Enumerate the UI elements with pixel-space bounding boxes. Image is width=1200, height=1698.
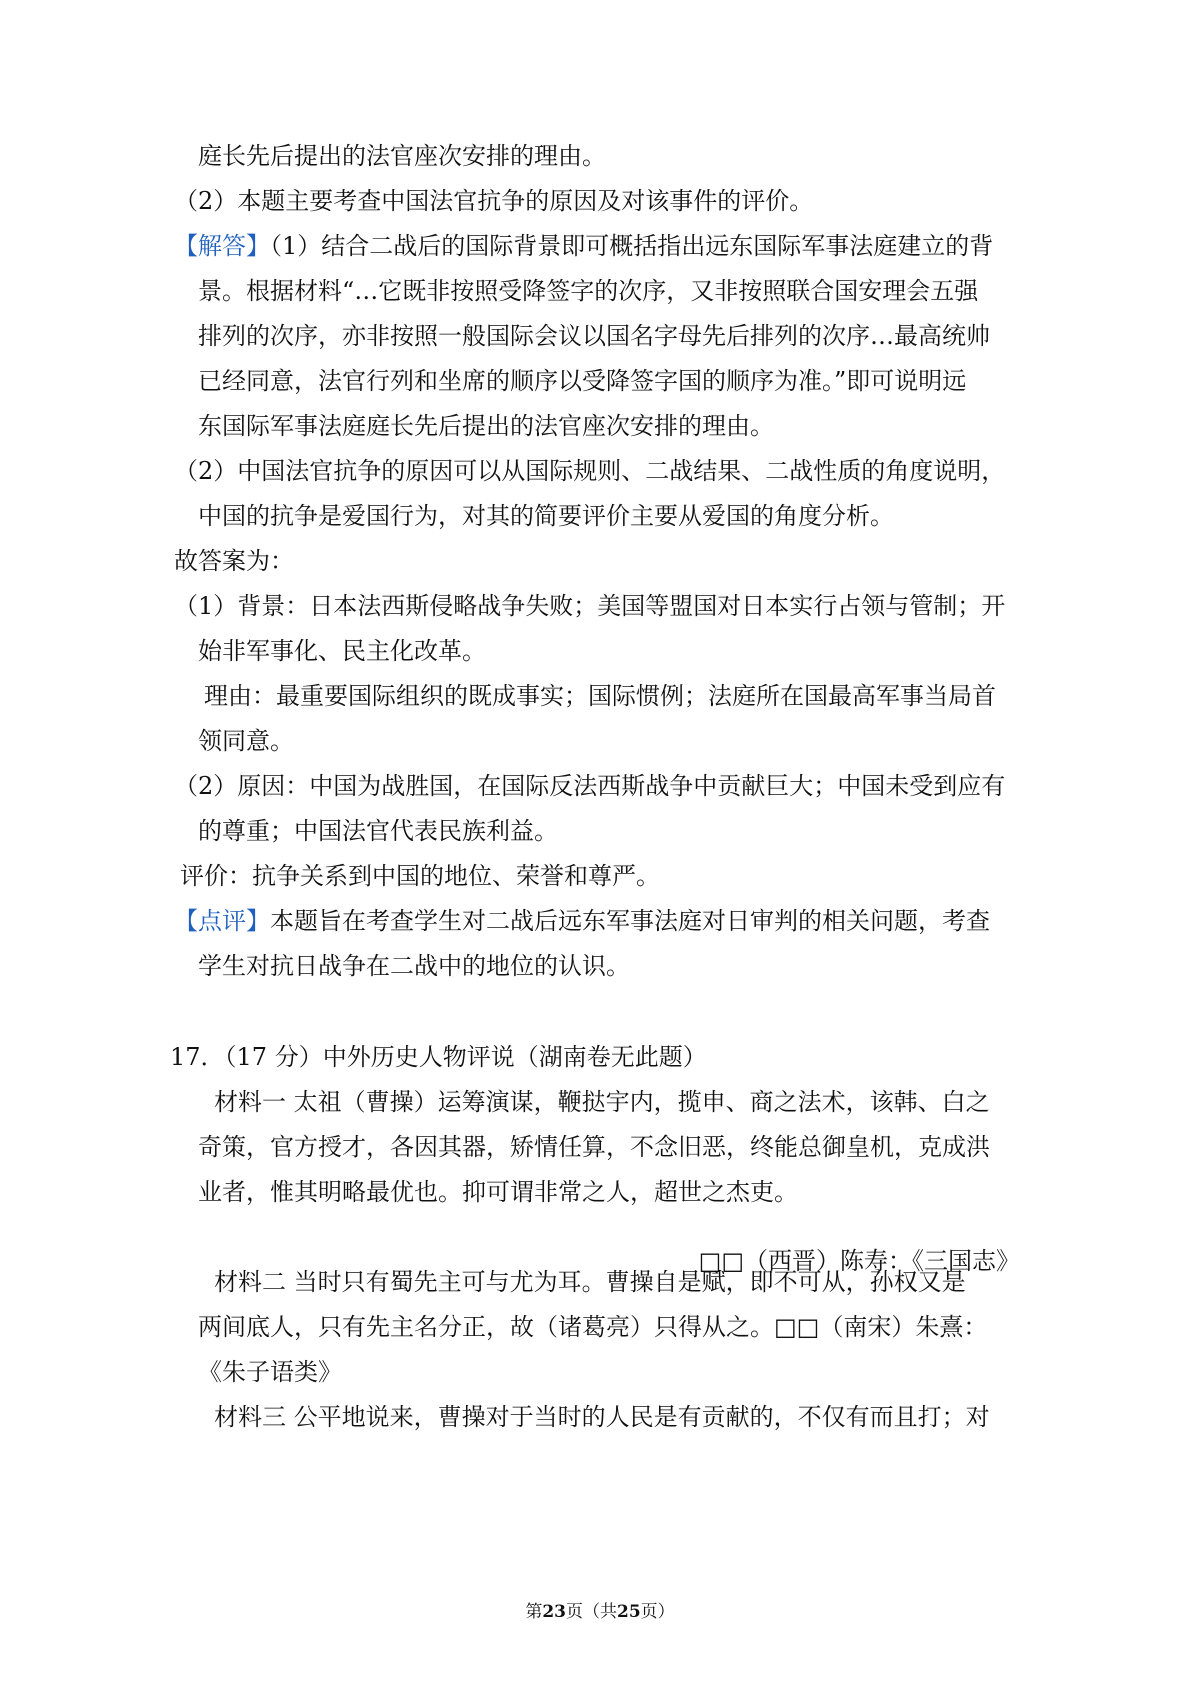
analysis-line: （2）本题主要考查中国法官抗争的原因及对该事件的评价。 (174, 187, 814, 215)
material-line: 奇策，官方授才，各因其器，矫情任算，不念旧恶，终能总御皇机，克成洪 (198, 1133, 990, 1161)
answer-line: 已经同意，法官行列和坐席的顺序以受降签字国的顺序为准。”即可说明远 (198, 367, 967, 395)
material-line: 业者，惟其明略最优也。抑可谓非常之人，超世之杰吏。 (198, 1178, 798, 1206)
final-answer-evaluation: 评价：抗争关系到中国的地位、荣誉和尊严。 (180, 862, 660, 890)
material-line: 《朱子语类》 (198, 1358, 342, 1386)
answer-line: 中国的抗争是爱国行为，对其的简要评价主要从爱国的角度分析。 (198, 502, 894, 530)
footer-prefix: 第 (525, 1602, 543, 1622)
answer-line: （2）中国法官抗争的原因可以从国际规则、二战结果、二战性质的角度说明， (174, 457, 1006, 485)
answer-paragraph (174, 229, 993, 263)
final-answer-line: 领同意。 (198, 727, 294, 755)
material-line: 材料二 当时只有蜀先主可与尤为耳。曹操自是赋，即不可从，孙权又是 (214, 1268, 966, 1296)
footer-suffix: 页） (640, 1602, 675, 1622)
final-answer-line: （1）背景：日本法西斯侵略战争失败；美国等盟国对日本实行占领与管制；开 (174, 592, 1006, 620)
final-answer-line: 的尊重；中国法官代表民族利益。 (198, 817, 558, 845)
final-answer-line: 始非军事化、民主化改革。 (198, 637, 486, 665)
final-answer-line: 理由：最重要国际组织的既成事实；国际惯例；法庭所在国最高军事当局首 (204, 682, 996, 710)
footer-middle: 页（共 (566, 1602, 617, 1622)
answer-line: 景。根据材料“…它既非按照受降签字的次序，又非按照联合国安理会五强 (198, 277, 979, 305)
material-line: 材料三 公平地说来，曹操对于当时的人民是有贡献的，不仅有而且打；对 (214, 1403, 990, 1431)
answer-line: 东国际军事法庭庭长先后提出的法官座次安排的理由。 (198, 412, 774, 440)
answer-text: （1）结合二战后的国际背景即可概括指出远东国际军事法庭建立的背 (270, 232, 994, 260)
footer-page-number: 23 (542, 1602, 566, 1622)
final-answer-heading: 故答案为： (174, 547, 294, 575)
comment-text: 本题旨在考查学生对二战后远东军事法庭对日审判的相关问题，考查 (270, 907, 990, 935)
comment-line: 学生对抗日战争在二战中的地位的认识。 (198, 952, 630, 980)
footer-total-pages: 25 (617, 1602, 641, 1622)
analysis-line: 庭长先后提出的法官座次安排的理由。 (198, 142, 606, 170)
answer-tag: 【解答】 (174, 232, 270, 260)
comment-tag: 【点评】 (174, 907, 270, 935)
material-line: 两间底人，只有先主名分正，故（诸葛亮）只得从之。□□（南宋）朱熹： (198, 1313, 988, 1341)
page-footer (0, 1600, 1200, 1624)
comment-paragraph (174, 904, 990, 938)
final-answer-line: （2）原因：中国为战胜国，在国际反法西斯战争中贡献巨大；中国未受到应有 (174, 772, 1006, 800)
material-line: 材料一 太祖（曹操）运筹演谋，鞭挞宇内，揽申、商之法术，该韩、白之 (214, 1088, 990, 1116)
answer-line: 排列的次序，亦非按照一般国际会议以国名字母先后排列的次序…最高统帅 (198, 322, 990, 350)
material-source: □□（西晋）陈寿：《三国志》 (698, 1247, 1020, 1275)
question-title: 17．（17 分）中外历史人物评说（湖南卷无此题） (170, 1043, 707, 1071)
